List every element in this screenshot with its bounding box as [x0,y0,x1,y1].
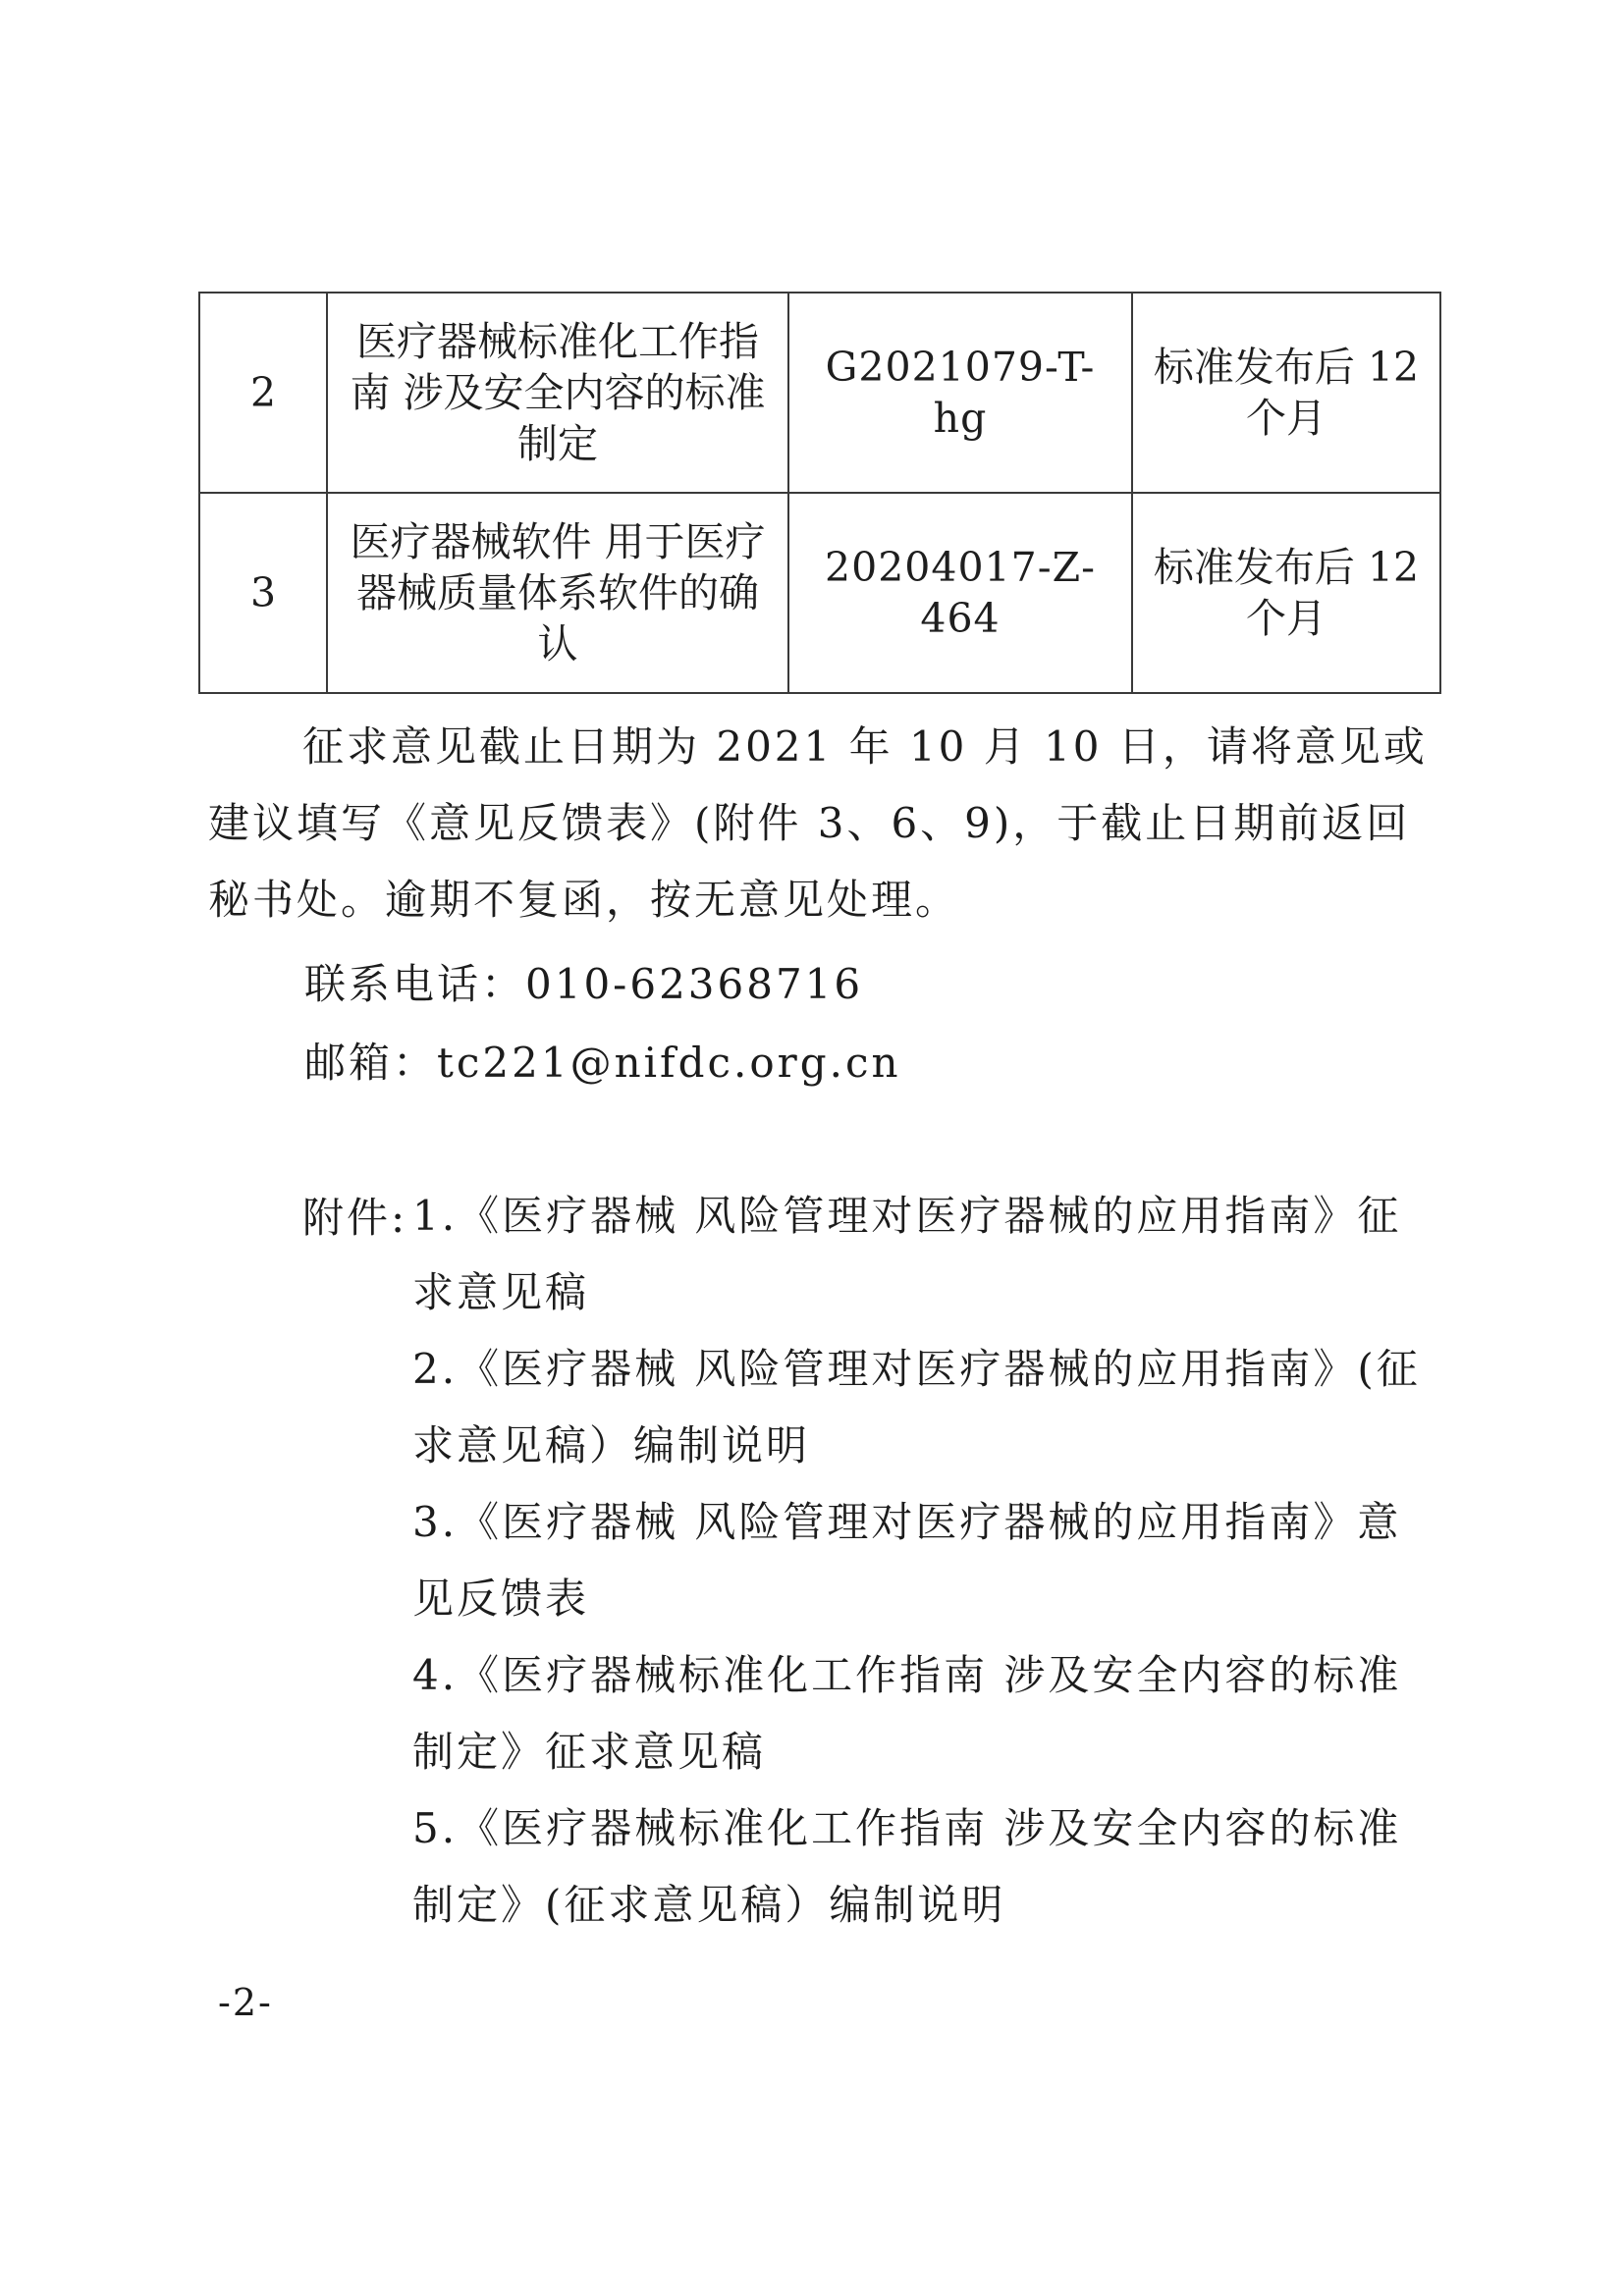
contact-email: 邮箱：tc221@nifdc.org.cn [304,1039,901,1087]
standard-name: 医疗器械软件 用于医疗器械质量体系软件的确认 [327,493,788,693]
attachments-label: 附件: [302,1194,408,1242]
standards-table [198,292,1441,694]
attachment-item: 5.《医疗器械标准化工作指南 涉及安全内容的标准制定》(征求意见稿）编制说明 [412,1804,1402,1929]
attachment-item: 3.《医疗器械 风险管理对医疗器械的应用指南》意见反馈表 [412,1498,1402,1623]
attachment-item: 1.《医疗器械 风险管理对医疗器械的应用指南》征求意见稿 [412,1192,1402,1316]
table-row [199,293,1440,493]
attachment-item: 4.《医疗器械标准化工作指南 涉及安全内容的标准制定》征求意见稿 [412,1651,1402,1776]
row-number: 2 [199,293,327,493]
row-number: 3 [199,493,327,693]
attachment-item: 2.《医疗器械 风险管理对医疗器械的应用指南》(征求意见稿）编制说明 [412,1345,1421,1469]
implementation-period: 标准发布后 12 个月 [1132,293,1440,493]
deadline-paragraph [208,709,1435,938]
standard-name: 医疗器械标准化工作指南 涉及安全内容的标准制定 [327,293,788,493]
project-code: G2021079-T-hg [788,293,1132,493]
deadline-text: 征求意见截止日期为 2021 年 10 月 10 日，请将意见或建议填写《意见反馈表》(附件 3、6、9)，于截止日期前返回秘书处。逾期不复函，按无意见处理。 [208,722,1428,924]
table-row [199,493,1440,693]
contact-phone: 联系电话：010-62368716 [304,960,864,1008]
page-number: -2- [218,1981,273,2024]
project-code: 20204017-Z-464 [788,493,1132,693]
implementation-period: 标准发布后 12 个月 [1132,493,1440,693]
